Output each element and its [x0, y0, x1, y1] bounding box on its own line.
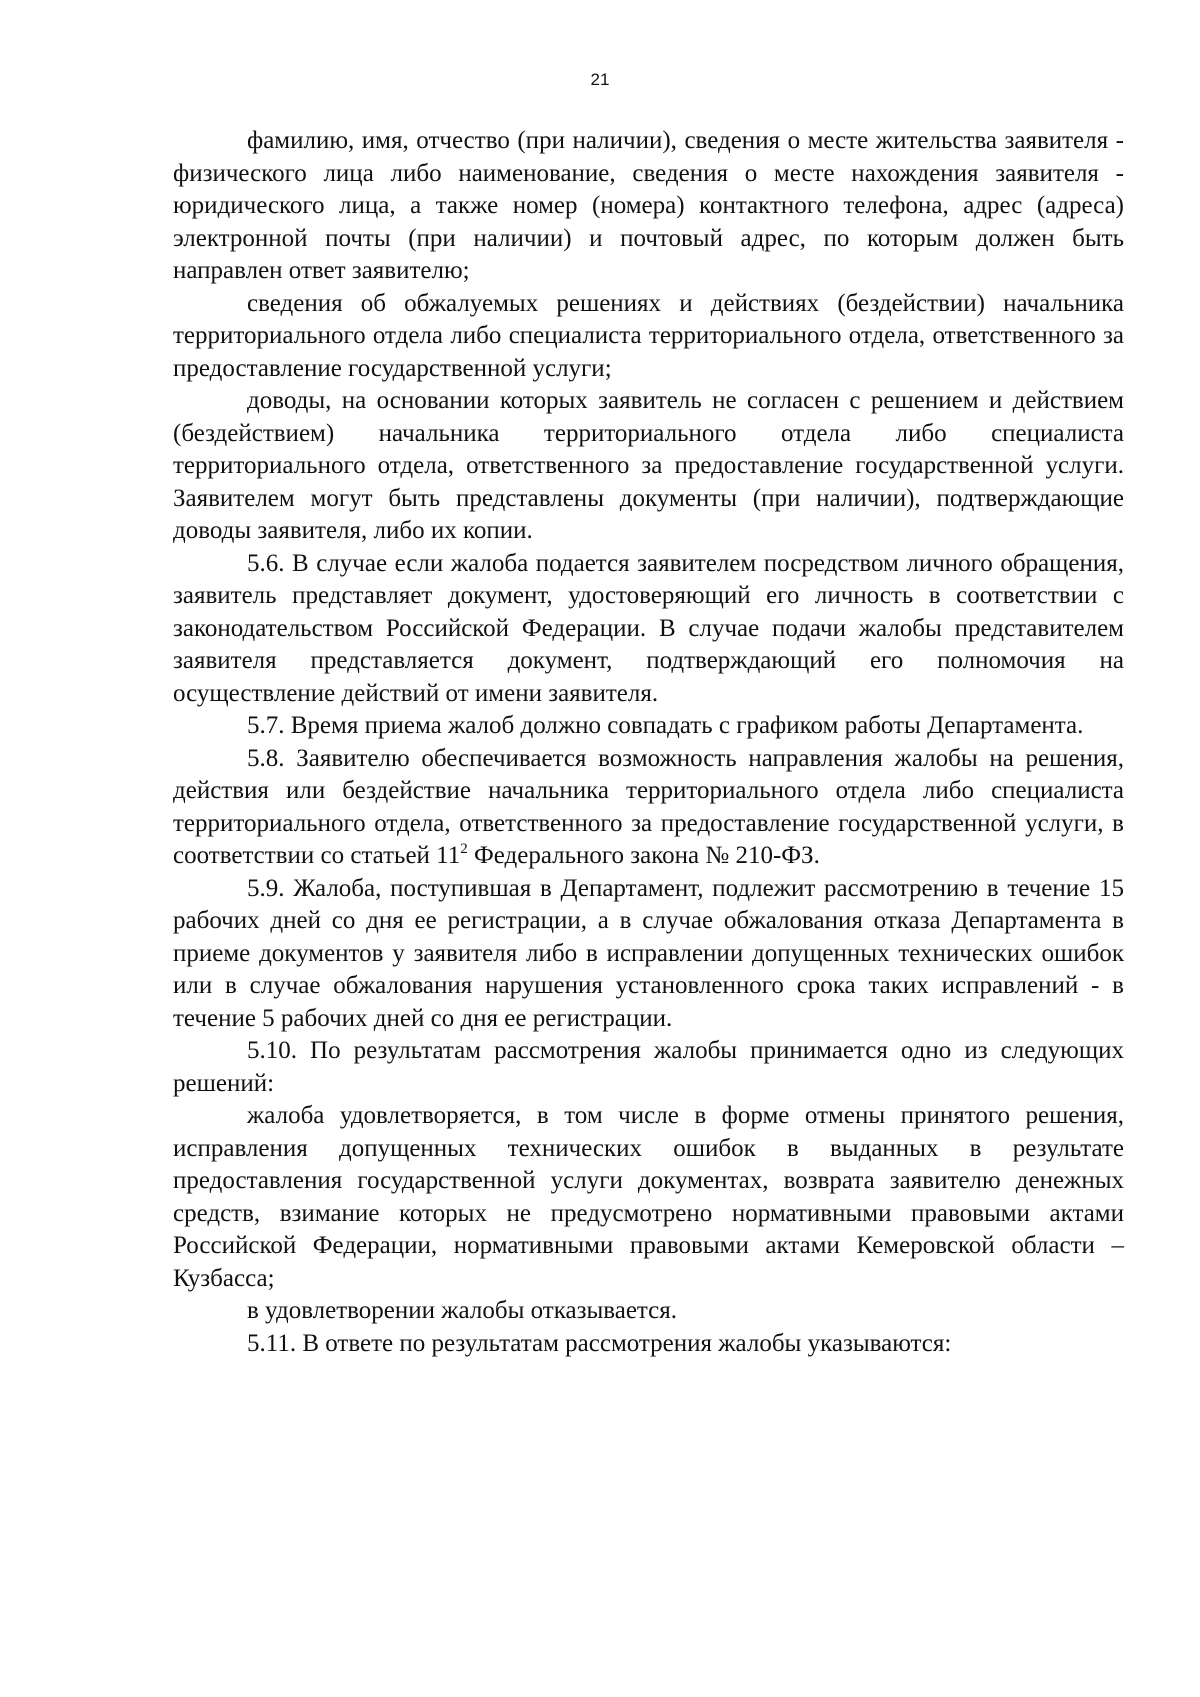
document-body: [173, 125, 1124, 1360]
paragraph-arguments: доводы, на основании которых заявитель не согласен с решением и действием (бездействием) начальника территориального отдела либо специалиста территориального отдела, ответственного за предоставление государственной услуги. Заявителем могут быть представлены документы (при наличии), подтверждающие доводы заявителя, либо их копии.: [173, 387, 1124, 544]
paragraph-5-9: 5.9. Жалоба, поступившая в Департамент, подлежит рассмотрению в течение 15 рабочих дней со дня ее регистрации, а в случае обжалования отказа Департамента в приеме документов у заявителя либо в исправлении допущенных технических ошибок или в случае обжалования нарушения установленного срока таких исправлений - в течение 5 рабочих дней со дня ее регистрации.: [173, 874, 1124, 1032]
paragraph-5-8-text-before: 5.8. Заявителю обеспечивается возможность направления жалобы на решения, действия или бездействие начальника территориального отдела либо специалиста территориального отдела, ответственного за предоставление государственной услуги, в соответствии со статьей 11: [173, 744, 1124, 869]
page-number: 21: [590, 70, 610, 89]
article-superscript: 2: [460, 841, 468, 857]
paragraph-complaint-satisfied: жалоба удовлетворяется, в том числе в форме отмены принятого решения, исправления допущенных технических ошибок в выданных в результате предоставления государственной услуги документах, возврата заявителю денежных средств, взимание которых не предусмотрено нормативными правовыми актами Российской Федерации, нормативными правовыми актами Кемеровской области – Кузбасса;: [173, 1102, 1124, 1292]
paragraph-5-8: [173, 743, 1124, 873]
paragraph-appealed-decisions: сведения об обжалуемых решениях и действиях (бездействии) начальника территориального отдела либо специалиста территориального отдела, ответственного за предоставление государственной услуги;: [173, 289, 1124, 382]
paragraph-applicant-details: фамилию, имя, отчество (при наличии), сведения о месте жительства заявителя - физического лица либо наименование, сведения о месте нахождения заявителя - юридического лица, а также номер (номера) контактного телефона, адрес (адреса) электронной почты (при наличии) и почтовый адрес, по которым должен быть направлен ответ заявителю;: [173, 127, 1124, 284]
paragraph-complaint-refused: в удовлетворении жалобы отказывается.: [247, 1297, 677, 1324]
paragraph-5-7: 5.7. Время приема жалоб должно совпадать с графиком работы Департамента.: [247, 712, 1084, 739]
paragraph-5-11: 5.11. В ответе по результатам рассмотрения жалобы указываются:: [247, 1329, 952, 1357]
paragraph-5-6: 5.6. В случае если жалоба подается заявителем посредством личного обращения, заявитель представляет документ, удостоверяющий его личность в соответствии с законодательством Российской Федерации. В случае подачи жалобы представителем заявителя представляется документ, подтверждающий его полномочия на осуществление действий от имени заявителя.: [173, 549, 1124, 707]
paragraph-5-10: 5.10. По результатам рассмотрения жалобы принимается одно из следующих решений:: [173, 1037, 1124, 1097]
paragraph-5-8-text-after: Федерального закона № 210-ФЗ.: [467, 842, 820, 869]
